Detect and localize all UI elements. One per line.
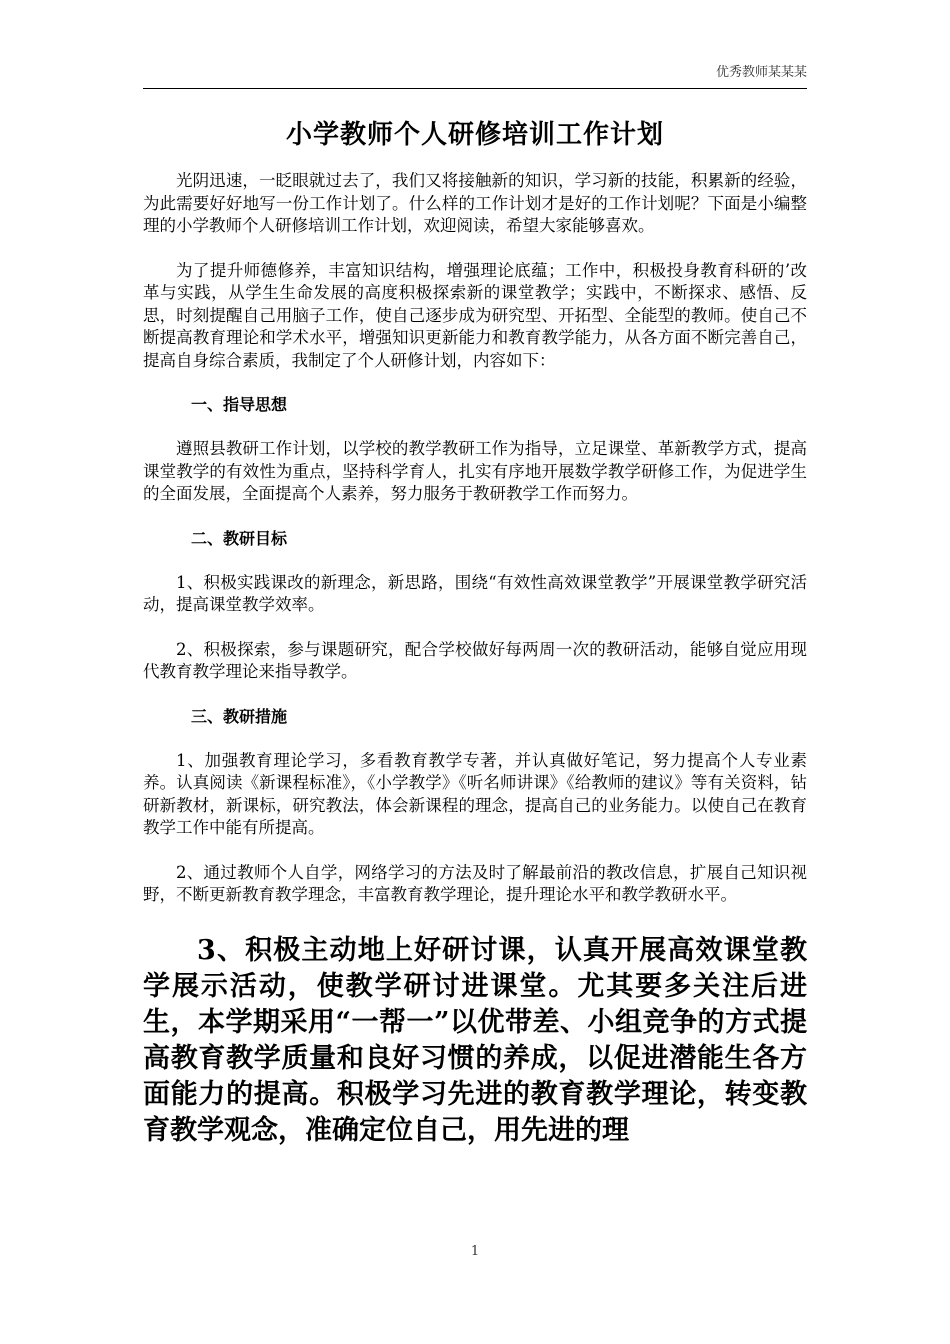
guiding-thought-paragraph: 遵照县教研工作计划，以学校的教学教研工作为指导，立足课堂、革新教学方式，提高课堂教学的有效性为重点，坚持科学育人，扎实有序地开展数学教学研修工作，为促进学生的全面发展，全面提高个人素养，努力服务于教研教学工作而努力。	[143, 439, 807, 503]
document-body	[143, 170, 807, 1149]
header-author: 优秀教师某某某	[715, 65, 807, 80]
research-goal-item-2: 2、积极探索，参与课题研究，配合学校做好每两周一次的教研活动，能够自觉应用现代教育教学理论来指导教学。	[143, 639, 807, 681]
research-measure-item-2: 2、通过教师个人自学，网络学习的方法及时了解最前沿的教改信息，扩展自己知识视野，不断更新教育教学理念，丰富教育教学理论，提升理论水平和教学教研水平。	[143, 862, 807, 904]
purpose-paragraph: 为了提升师德修养，丰富知识结构，增强理论底蕴；工作中，积极投身教育科研的’改革与实践，从学生生命发展的高度积极探索新的课堂教学；实践中，不断探求、感悟、反思，时刻提醒自己用脑子工作，使自己逐步成为研究型、开拓型、全能型的教师。使自己不断提高教育理论和学术水平，增强知识更新能力和教育教学能力，从各方面不断完善自己，提高自身综合素质，我制定了个人研修计划，内容如下：	[143, 260, 807, 370]
section-heading-research-goals: 二、教研目标	[191, 528, 288, 548]
section-heading-guiding-thought: 一、指导思想	[191, 395, 288, 414]
research-measure-item-3: 3、积极主动地上好研讨课，认真开展高效课堂教学展示活动，使教学研讨进课堂。尤其要多关注后进生，本学期采用“一帮一”以优带差、小组竞争的方式提高教育教学质量和良好习惯的养成，以促进潜能生各方面能力的提高。积极学习先进的教育教学理论，转变教育教学观念，准确定位自己，用先进的理	[143, 934, 807, 1146]
document-title: 小学教师个人研修培训工作计划	[285, 120, 664, 150]
page-header	[143, 64, 807, 89]
research-measure-item-1: 1、加强教育理论学习，多看教育教学专著，并认真做好笔记，努力提高个人专业素养。认真阅读《新课程标准》，《小学教学》《听名师讲课》《给教师的建议》等有关资料，钻研新教材，新课标，研究教法，体会新课程的理念，提高自己的业务能力。以使自己在教育教学工作中能有所提高。	[143, 750, 807, 837]
section-heading-research-measures: 三、教研措施	[191, 706, 288, 726]
research-goal-item-1: 1、积极实践课改的新理念，新思路，围绕“有效性高效课堂教学”开展课堂教学研究活动，提高课堂教学效率。	[143, 572, 807, 614]
page-number: 1	[470, 1244, 480, 1259]
intro-paragraph: 光阴迅速，一眨眼就过去了，我们又将接触新的知识，学习新的技能，积累新的经验，为此需要好好地写一份工作计划了。什么样的工作计划才是好的工作计划呢？下面是小编整理的小学教师个人研修培训工作计划，欢迎阅读，希望大家能够喜欢。	[143, 171, 807, 235]
